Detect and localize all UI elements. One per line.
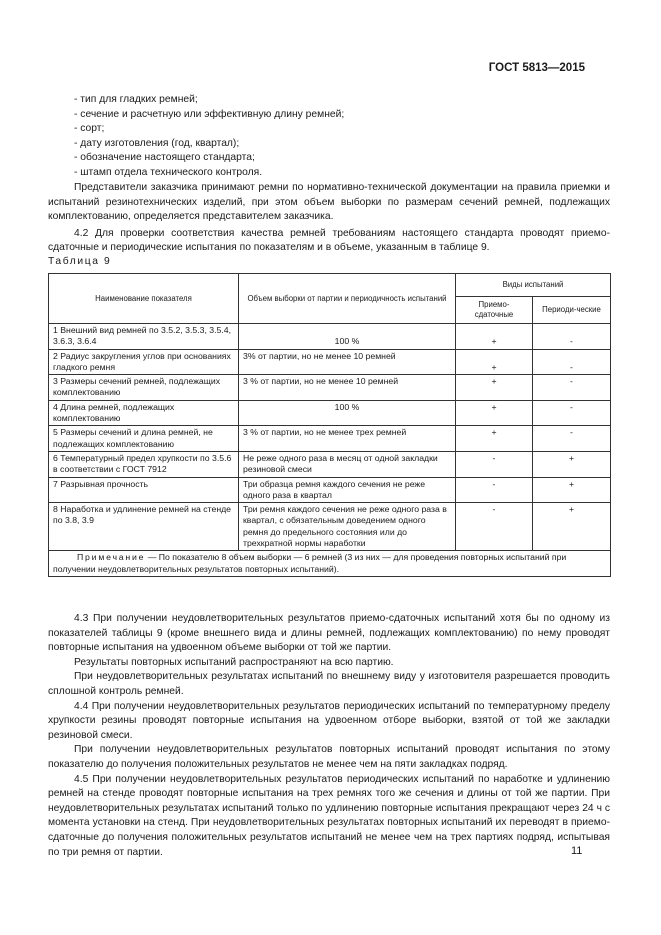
header-kinds: Виды испытаний [456, 274, 611, 297]
header-acceptance: Приемо-сдаточные [456, 297, 533, 324]
paragraph: 4.5 При получении неудовлетворительных результатов периодических испытаний по наработке и удлинению ремней на стенде проводят повторные испытания на трех ремнях того же сечения и длины от той же партии. При неудовлетворительных результатах испытаний только по удлинению повторные испытания прекращают через 24 ч с момента установки на стенд. При неудовлетворительных результатах повторных испытаний их переводят в приемо-сдаточные до получения положительных результатов испытаний не менее чем на трех партиях подряд, испытывая по три ремня от партии. [48, 773, 610, 858]
list-item: - штамп отдела технического контроля. [74, 166, 263, 178]
cell-name: 6 Температурный предел хрупкости по 3.5.6 в соответствии с ГОСТ 7912 [49, 451, 239, 477]
cell-name: 3 Размеры сечений ремней, подлежащих комплектованию [49, 375, 239, 401]
table-row [49, 400, 611, 426]
paragraph: 4.2 Для проверки соответствия качества ремней требованиям настоящего стандарта проводят приемо-сдаточные и периодические испытания по показателям и в объеме, указанным в таблице 9. [48, 227, 610, 254]
paragraph: 4.3 При получении неудовлетворительных результатов приемо-сдаточных испытаний хотя бы по одному из показателей таблицы 9 (кроме внешнего вида и длины ремней, подлежащих комплектованию) по нему проводят повторные испытания на удвоенном объеме выборки от той же партии. [48, 613, 610, 654]
list-item: - дату изготовления (год, квартал); [74, 137, 240, 149]
cell-periodic: + [533, 451, 611, 477]
table-row [49, 349, 611, 375]
cell-name: 4 Длина ремней, подлежащих комплектованию [49, 400, 239, 426]
cell-volume: 100 % [239, 324, 456, 350]
paragraph: 4.4 При получении неудовлетворительных результатов периодических испытаний по температурному пределу хрупкости резины проводят повторные испытания на удвоенном отборе выборки, взятой от той же закладки резиновой смеси. [48, 700, 610, 741]
cell-acceptance: + [456, 400, 533, 426]
header-volume: Объем выборки от партии и периодичность испытаний [239, 274, 456, 324]
cell-acceptance: + [456, 324, 533, 350]
header-periodic: Периоди-ческие [533, 297, 611, 324]
cell-acceptance: - [456, 477, 533, 503]
table-row [49, 477, 611, 503]
cell-volume: 100 % [239, 400, 456, 426]
list-item: - сорт; [74, 123, 105, 135]
table-caption: Таблица 9 [48, 256, 112, 267]
cell-acceptance: - [456, 451, 533, 477]
note-label: Примечание [77, 552, 146, 563]
cell-volume: 3 % от партии, но не менее трех ремней [239, 426, 456, 452]
paragraph: Представители заказчика принимают ремни по нормативно-технической документации на правила приемки и испытаний резинотехнических изделий, при этом объем выборки по размерам сечений ремней, подлежащих комплектованию, определяется представителем заказчика. [48, 182, 610, 223]
cell-volume: Три образца ремня каждого сечения не реже одного раза в квартал [239, 477, 456, 503]
note-text: — По показателю 8 объем выборки — 6 ремней (3 из них — для проведения повторных испытаний при получении неудовлетворительных результатов повторных испытаний). [53, 552, 567, 574]
paragraph: При получении неудовлетворительных результатов повторных испытаний проводят испытания по этому показателю до получения положительных результатов не менее чем на пяти закладках подряд. [48, 744, 610, 770]
cell-acceptance: + [456, 375, 533, 401]
cell-name: 2 Радиус закругления углов при основаниях гладкого ремня [49, 349, 239, 375]
cell-name: 5 Размеры сечений и длина ремней, не подлежащих комплектованию [49, 426, 239, 452]
paragraph: При неудовлетворительных результатах испытаний по внешнему виду у изготовителя разрешается проводить сплошной контроль ремней. [48, 671, 610, 697]
cell-name: 1 Внешний вид ремней по 3.5.2, 3.5.3, 3.5.4, 3.6.3, 3.6.4 [49, 324, 239, 350]
body-paragraphs [48, 612, 610, 860]
table-row [49, 451, 611, 477]
cell-periodic: - [533, 426, 611, 452]
cell-volume: Три ремня каждого сечения не реже одного раза в квартал, с обязательным доведением одного ремня до предельного состояния или до трехкратной нормы наработки [239, 503, 456, 551]
cell-name: 8 Наработка и удлинение ремней на стенде по 3.8, 3.9 [49, 503, 239, 551]
cell-volume: 3 % от партии, но не менее 10 ремней [239, 375, 456, 401]
cell-periodic: - [533, 349, 611, 375]
cell-periodic: - [533, 375, 611, 401]
header-name: Наименование показателя [49, 274, 239, 324]
list-item: - сечение и расчетную или эффективную длину ремней; [74, 108, 345, 120]
cell-volume: 3% от партии, но не менее 10 ремней [239, 349, 456, 375]
cell-name: 7 Разрывная прочность [49, 477, 239, 503]
marking-list [48, 93, 610, 181]
table-row [49, 324, 611, 350]
paragraph: Результаты повторных испытаний распространяют на всю партию. [74, 656, 394, 668]
table-row [49, 426, 611, 452]
document-header: ГОСТ 5813—2015 [488, 62, 585, 74]
page-number: 11 [571, 845, 583, 857]
cell-acceptance: + [456, 349, 533, 375]
table-row [49, 375, 611, 401]
table-note [49, 551, 611, 577]
list-item: - обозначение настоящего стандарта; [74, 152, 255, 164]
table-row [49, 503, 611, 551]
cell-periodic: + [533, 503, 611, 551]
cell-volume: Не реже одного раза в месяц от одной закладки резиновой смеси [239, 451, 456, 477]
cell-acceptance: - [456, 503, 533, 551]
table-9 [48, 273, 611, 577]
cell-periodic: - [533, 400, 611, 426]
list-item: - тип для гладких ремней; [74, 94, 198, 105]
cell-periodic: + [533, 477, 611, 503]
cell-acceptance: + [456, 426, 533, 452]
intro-paragraphs [48, 181, 610, 256]
cell-periodic: - [533, 324, 611, 350]
table-note-row [49, 551, 611, 577]
